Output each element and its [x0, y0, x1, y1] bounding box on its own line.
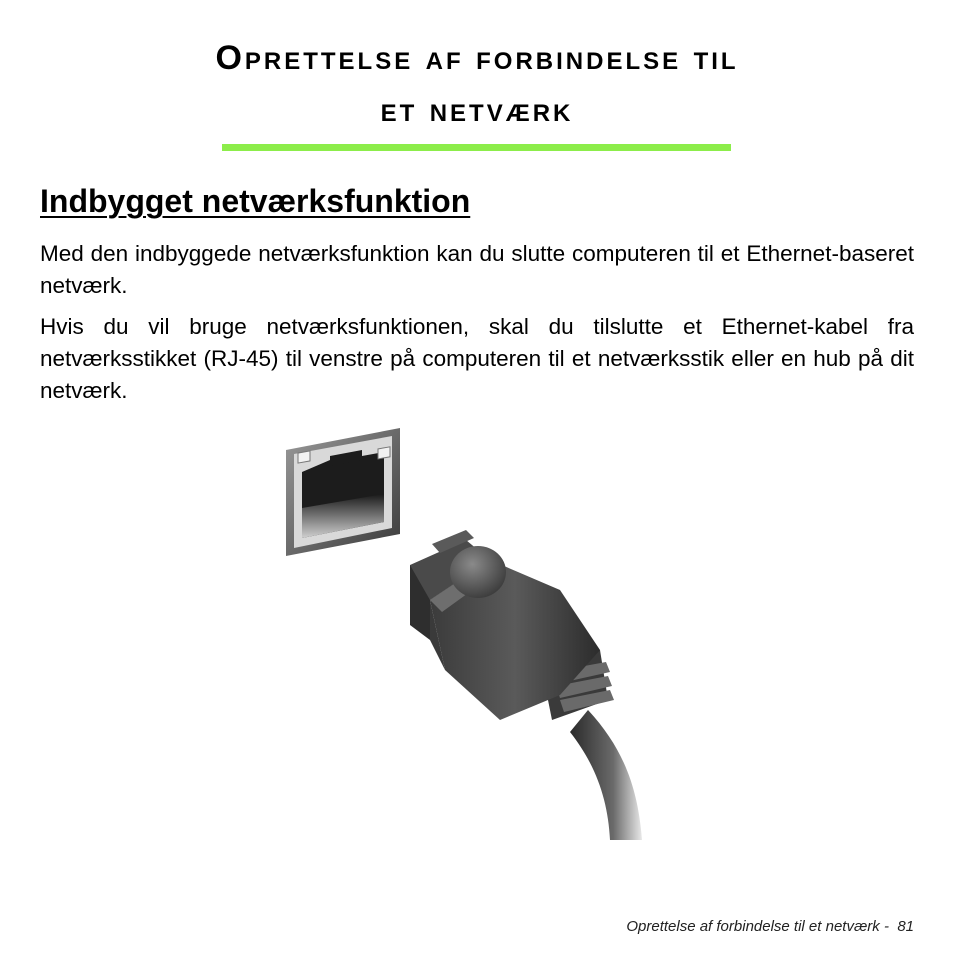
- footer-page-number: 81: [897, 918, 914, 935]
- network-illustration: [270, 420, 690, 840]
- title-underline-bar: [222, 144, 731, 151]
- chapter-title-line-2: et netværk: [380, 91, 574, 129]
- section-heading: Indbygget netværksfunktion: [40, 183, 471, 219]
- page-footer: [626, 918, 914, 935]
- footer-chapter-text: Oprettelse af forbindelse til et netværk -: [626, 918, 889, 935]
- ethernet-plug-icon: [410, 530, 642, 840]
- chapter-title: [0, 32, 954, 136]
- rj45-port-icon: [286, 428, 400, 556]
- paragraph-instructions: Hvis du vil bruge netværksfunktionen, skal du tilslutte et Ethernet-kabel fra netværksstikket (RJ-45) til venstre på computeren til et netværksstik eller en hub på dit netværk.: [40, 314, 914, 403]
- paragraph-intro: Med den indbyggede netværksfunktion kan du slutte computeren til et Ethernet-baseret netværk.: [40, 241, 914, 298]
- chapter-title-line-1: Oprettelse af forbindelse til: [215, 39, 739, 77]
